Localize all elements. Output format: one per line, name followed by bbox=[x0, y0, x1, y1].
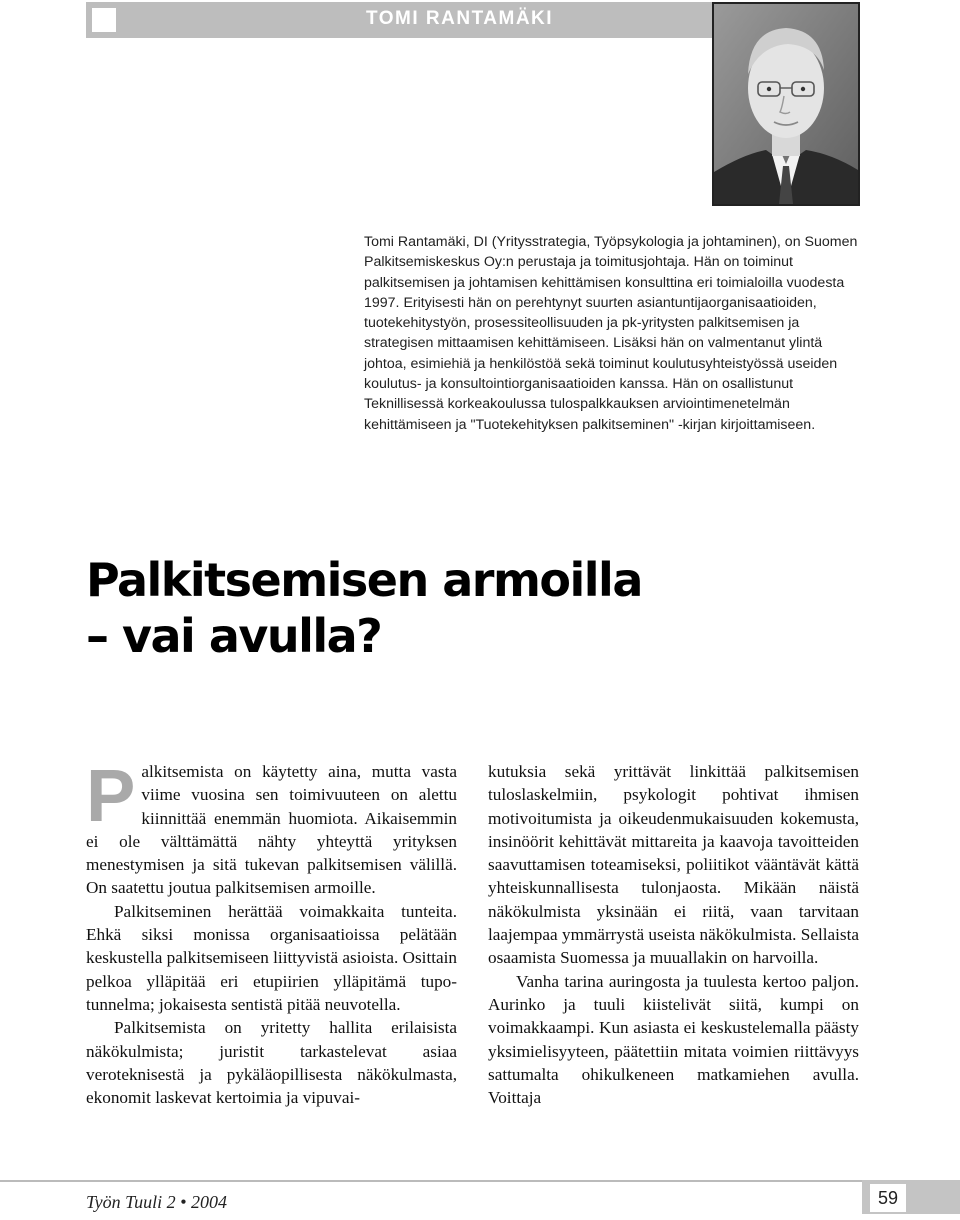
article-title-line-1: Palkitsemisen armoilla bbox=[86, 553, 642, 607]
article-paragraph-text: alkitsemista on käytetty aina, mutta vasta viime vuosina sen toimivuuteen on alettu kiinnittää enemmän huomiota. Aikaisemmin ei ole välttämättä nähty yhteyttä yrityksen menestymisen ja sitä tukevan palkitsemisen välillä. On saatettu joutua palkitsemisen armoille. bbox=[86, 762, 457, 898]
page-number: 59 bbox=[870, 1184, 906, 1212]
article-title bbox=[86, 552, 642, 664]
author-bio: Tomi Rantamäki, DI (Yritysstrategia, Työpsykologia ja johtaminen), on Suomen Palkitsemiskeskus Oy:n perustaja ja toimitusjohtaja. Hän on toiminut palkitsemisen ja johtamisen kehittämisen konsulttina eri toimialoilla vuodesta 1997. Erityisesti hän on perehtynyt suurten asiantuntijaorganisaatioiden, tuotekehitystyön, prosessiteollisuuden ja pk-yritysten palkitsemisen ja strategisen mittaamisen kehittämiseen. Lisäksi hän on valmentanut ylintä johtoa, esimiehiä ja henkilöstöä sekä toiminut koulutusyhteistyössä useiden koulutus- ja konsultointiorganisaatioiden kanssa. Hän on osallistunut Teknillisessä korkeakoulussa tulospalkkauksen arviointimenetelmän kehittämiseen ja "Tuotekehityksen palkitseminen" -kirjan kirjoittamiseen. bbox=[364, 234, 858, 433]
article-title-line-2: – vai avulla? bbox=[86, 609, 382, 663]
article-paragraph: Palkitsemista on yritetty hallita erilaisista näkökulmista; juristit tarkastelevat asiaa veroteknisestä ja pykäläopillisesta näkökulmasta, ekonomit laskevat kertoimia ja vipuvai- bbox=[86, 1018, 457, 1108]
publication-footer: Työn Tuuli 2 • 2004 bbox=[86, 1192, 227, 1212]
article-column-left bbox=[86, 754, 457, 1109]
author-photo bbox=[712, 2, 860, 206]
article-paragraph: Palkitseminen herättää voimakkaita tunteita. Ehkä siksi monissa organisaatioissa pelätään keskustella palkitsemiseen liittyvistä asioista. Osittain pelkoa ylläpitää eri etupiirien ylläpitämä tupo-tunnelma; jokaisesta sentistä pitää neuvotella. bbox=[86, 901, 457, 1014]
article-paragraph: kutuksia sekä yrittävät linkittää palkitsemisen tuloslaskelmiin, psykologit pohtivat ihmisen motivoitumista ja oikeudenmukaisuuden kokemusta, insinöörit kehittävät mittareita ja kaavoja tavoitteiden saavuttamisen toteamiseksi, poliitikot vääntävät kättä yhteiskunnallisesta tulonjaosta. Mikään näistä näkökulmista yksinään ei riitä, vaan tarvitaan laajempaa ymmärrystä useista näkökulmista. Sellaista osaamista Suomessa ja muuallakin on harvoilla. bbox=[488, 762, 859, 968]
header-square-icon bbox=[92, 8, 116, 32]
author-photo-icon bbox=[714, 4, 858, 204]
drop-cap: P bbox=[86, 754, 136, 837]
article-column-right bbox=[488, 760, 859, 1109]
article-paragraph: Vanha tarina auringosta ja tuulesta kertoo paljon. Aurinko ja tuuli kiistelivät siitä, kumpi on voimakkaampi. Kun asiasta ei keskustelemalla päästy yksimielisyyteen, päätettiin mitata voimien riittävyys sattumalta ohikulkeneen matkamiehen avulla. Voittaja bbox=[488, 971, 859, 1108]
author-name-header: TOMI RANTAMÄKI bbox=[366, 8, 554, 29]
article-paragraph bbox=[86, 754, 457, 900]
footer-rule bbox=[0, 1180, 960, 1182]
